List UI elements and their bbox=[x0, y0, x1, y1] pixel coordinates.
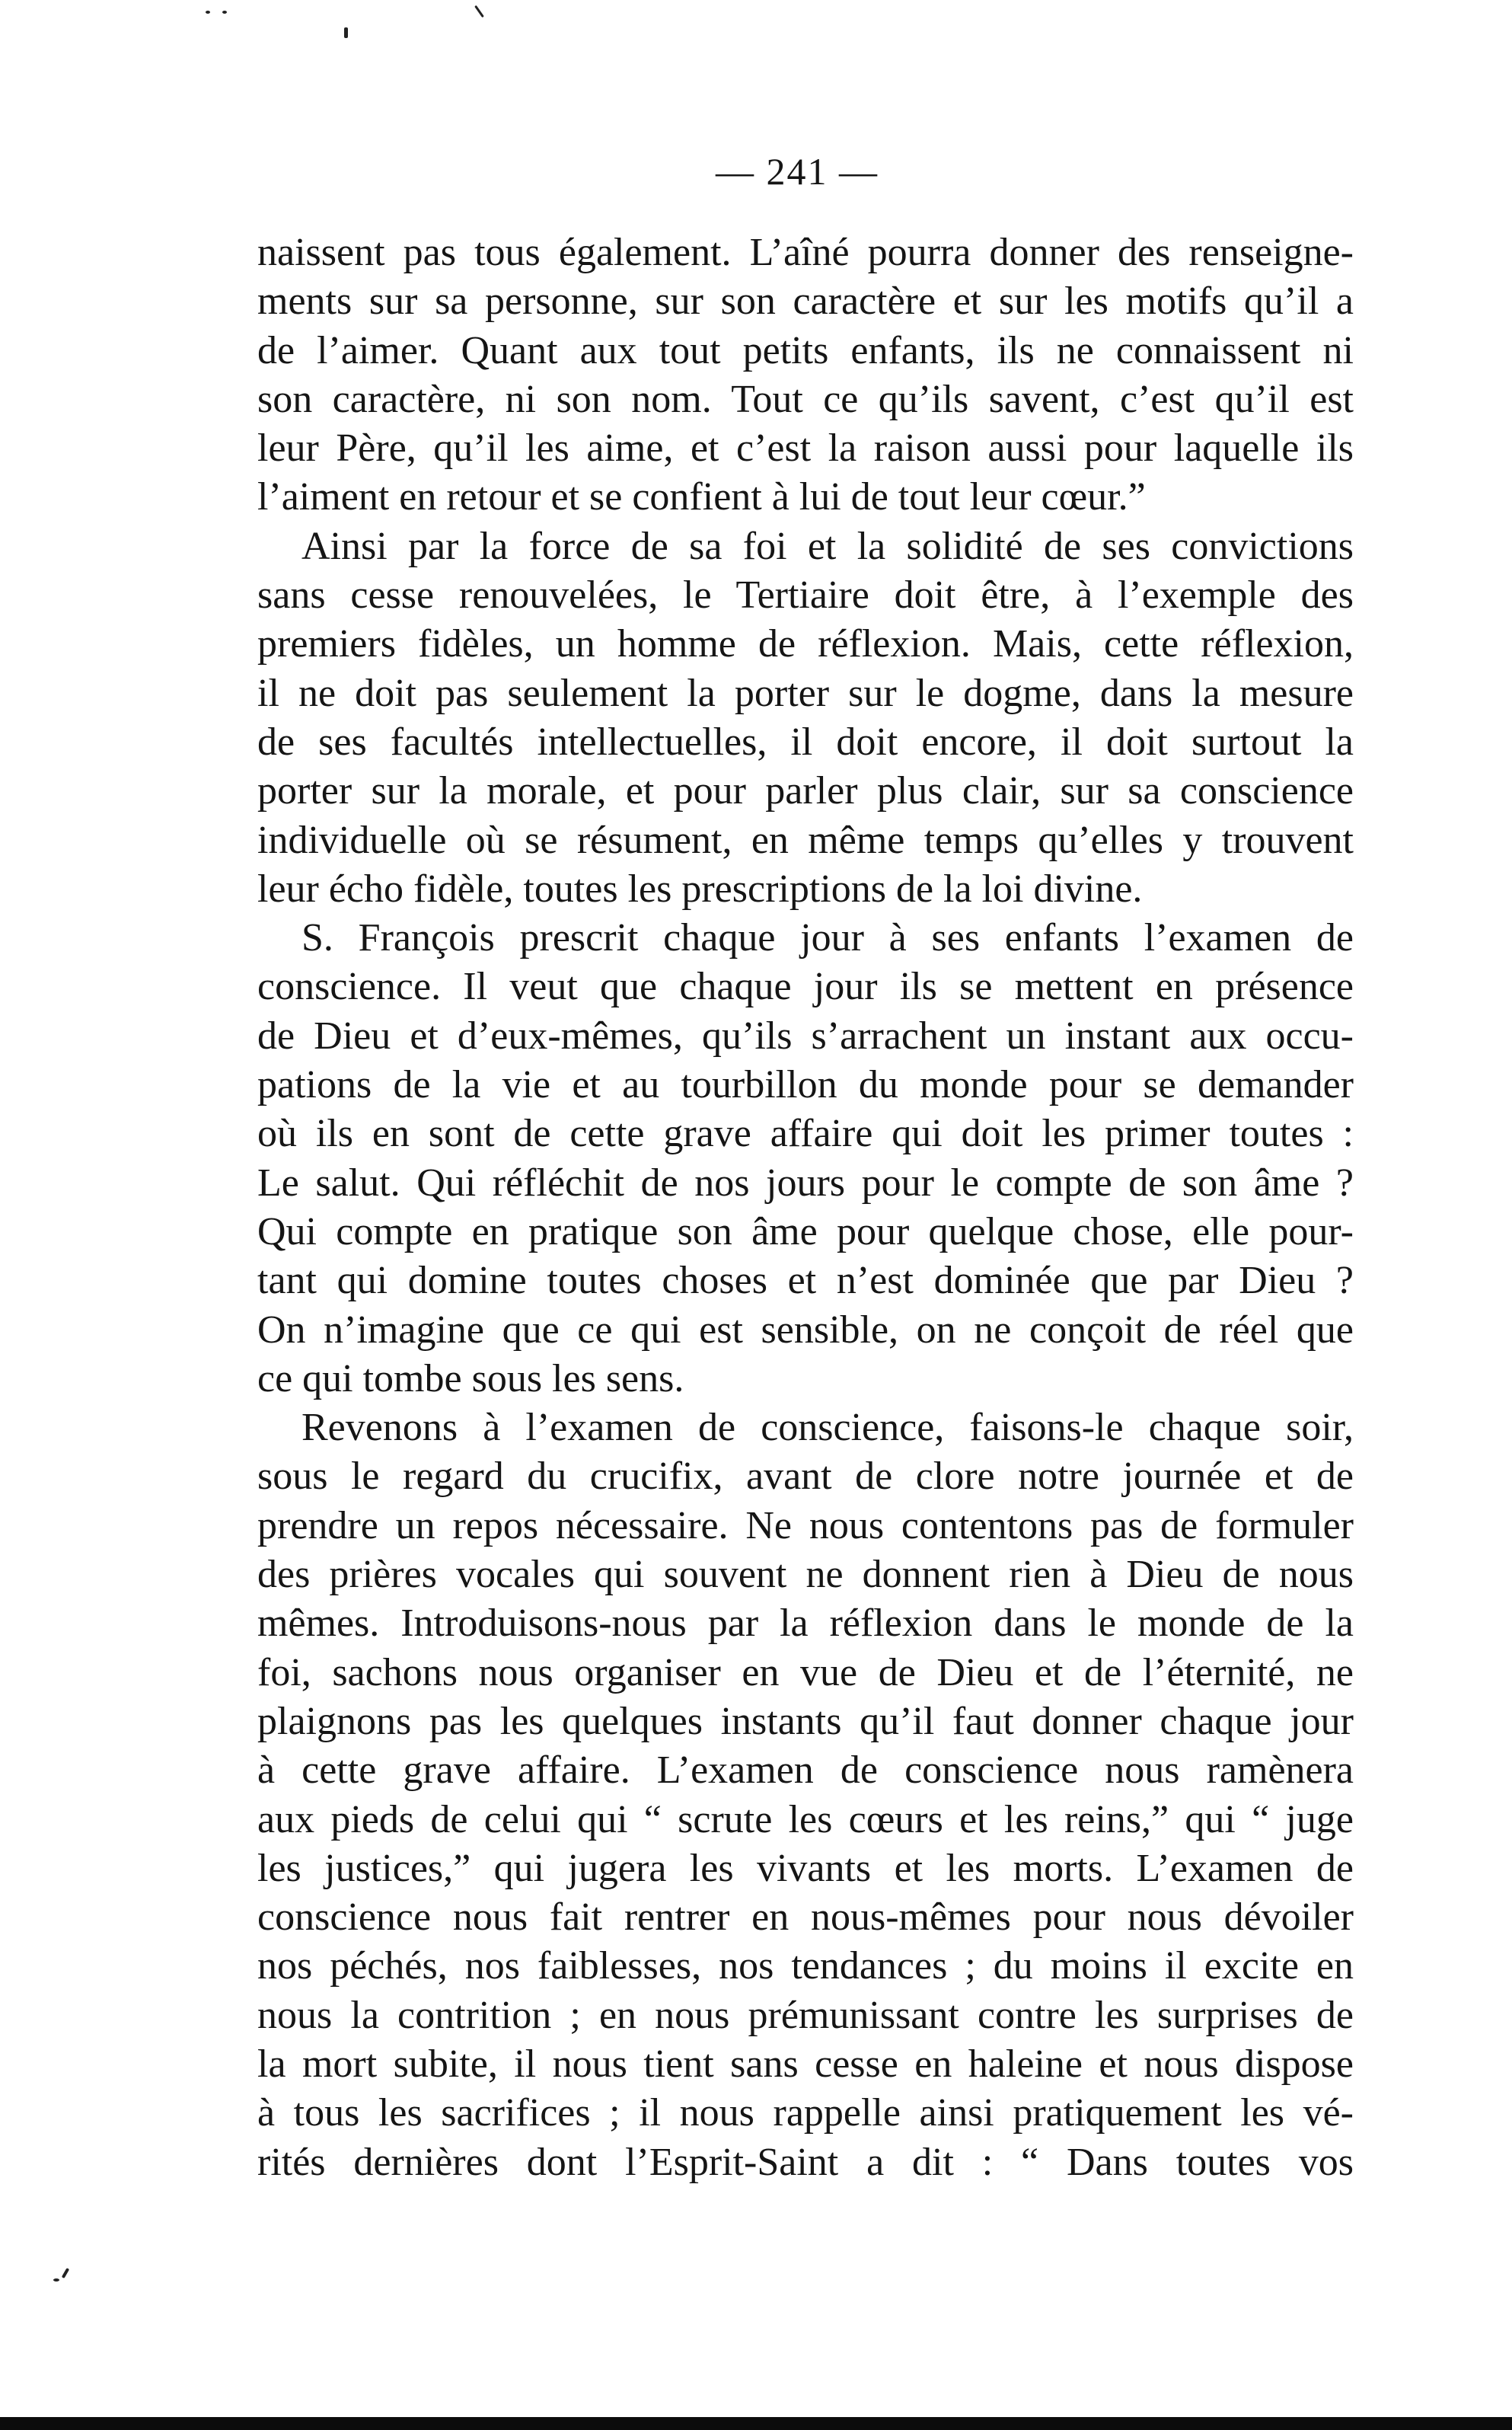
text-line: Le salut. Qui réfléchit de nos jours pour le compte de son âme ? bbox=[257, 1161, 1354, 1205]
text-line: à cette grave affaire. L’examen de conscience nous ramènera bbox=[257, 1748, 1354, 1793]
text-line: premiers fidèles, un homme de réflexion. Mais, cette réflexion, bbox=[257, 622, 1354, 666]
text-line: Ainsi par la force de sa foi et la solidité de ses convictions bbox=[301, 524, 1354, 568]
text-line: On n’imagine que ce qui est sensible, on ne conçoit de réel que bbox=[257, 1308, 1354, 1352]
text-line: de l’aimer. Quant aux tout petits enfants, ils ne connaissent ni bbox=[257, 328, 1354, 372]
paragraph-1 bbox=[257, 228, 1354, 522]
text-line: conscience nous fait rentrer en nous-mêmes pour nous dévoiler bbox=[257, 1895, 1354, 1940]
text-line: naissent pas tous également. L’aîné pourra donner des renseigne- bbox=[257, 231, 1354, 274]
text-line: il ne doit pas seulement la porter sur le dogme, dans la mesure bbox=[257, 671, 1354, 715]
scan-edge-bar bbox=[0, 2417, 1512, 2430]
scan-speck bbox=[62, 2268, 69, 2278]
text-line: pations de la vie et au tourbillon du monde pour se demander bbox=[257, 1063, 1354, 1107]
text-line: porter sur la morale, et pour parler plus clair, sur sa conscience bbox=[257, 769, 1354, 813]
text-line: la mort subite, il nous tient sans cesse en haleine et nous dispose bbox=[257, 2042, 1354, 2086]
text-line: sans cesse renouvelées, le Tertiaire doit être, à l’exemple des bbox=[257, 573, 1354, 618]
scan-speck bbox=[222, 11, 227, 14]
text-line: ce qui tombe sous les sens. bbox=[257, 1356, 684, 1400]
text-line: les justices,” qui jugera les vivants et les morts. L’examen de bbox=[257, 1846, 1354, 1890]
text-line: nous la contrition ; en nous prémunissant contre les surprises de bbox=[257, 1993, 1354, 2037]
paragraph-4 bbox=[257, 1403, 1354, 2187]
text-line: ments sur sa personne, sur son caractère et sur les motifs qu’il a bbox=[257, 279, 1354, 324]
text-line: où ils en sont de cette grave affaire qui doit les primer toutes : bbox=[257, 1112, 1354, 1156]
text-line: sous le regard du crucifix, avant de clore notre journée et de bbox=[257, 1454, 1354, 1499]
scan-speck bbox=[206, 11, 210, 14]
text-line: nos péchés, nos faiblesses, nos tendances ; du moins il excite en bbox=[257, 1944, 1354, 1988]
text-line: tant qui domine toutes choses et n’est dominée que par Dieu ? bbox=[257, 1259, 1354, 1303]
paragraph-2 bbox=[257, 522, 1354, 914]
scan-speck bbox=[474, 5, 484, 18]
text-line: plaignons pas les quelques instants qu’il faut donner chaque jour bbox=[257, 1699, 1354, 1743]
body-text bbox=[257, 228, 1354, 2187]
text-line: prendre un repos nécessaire. Ne nous contentons pas de formuler bbox=[257, 1503, 1354, 1547]
text-line: de ses facultés intellectuelles, il doit encore, il doit surtout la bbox=[257, 720, 1354, 764]
scan-speck bbox=[53, 2278, 59, 2282]
text-line: S. François prescrit chaque jour à ses enfants l’examen de bbox=[301, 916, 1354, 960]
text-line: Qui compte en pratique son âme pour quelque chose, elle pour- bbox=[257, 1209, 1354, 1253]
text-line: mêmes. Introduisons-nous par la réflexion dans le monde de la bbox=[257, 1601, 1354, 1646]
text-line: à tous les sacrifices ; il nous rappelle ainsi pratiquement les vé- bbox=[257, 2091, 1354, 2135]
text-line: leur Père, qu’il les aime, et c’est la raison aussi pour laquelle ils bbox=[257, 426, 1354, 471]
page-number: — 241 — bbox=[716, 150, 879, 193]
text-line: Revenons à l’examen de conscience, faisons-le chaque soir, bbox=[301, 1406, 1354, 1450]
text-line: rités dernières dont l’Esprit-Saint a dit : “ Dans toutes vos bbox=[257, 2140, 1354, 2184]
scan-speck bbox=[344, 27, 348, 38]
text-line: de Dieu et d’eux-mêmes, qu’ils s’arrachent un instant aux occu- bbox=[257, 1014, 1354, 1058]
text-line: aux pieds de celui qui “ scrute les cœurs et les reins,” qui “ juge bbox=[257, 1797, 1354, 1841]
text-line: son caractère, ni son nom. Tout ce qu’ils savent, c’est qu’il est bbox=[257, 377, 1354, 421]
text-line: conscience. Il veut que chaque jour ils se mettent en présence bbox=[257, 965, 1354, 1009]
text-line: individuelle où se résument, en même temps qu’elles y trouvent bbox=[257, 818, 1354, 862]
text-line: foi, sachons nous organiser en vue de Dieu et de l’éternité, ne bbox=[257, 1650, 1354, 1694]
paragraph-3 bbox=[257, 914, 1354, 1403]
text-line: des prières vocales qui souvent ne donnent rien à Dieu de nous bbox=[257, 1553, 1354, 1597]
text-line: l’aiment en retour et se confient à lui de tout leur cœur.” bbox=[257, 475, 1146, 519]
text-line: leur écho fidèle, toutes les prescriptions de la loi divine. bbox=[257, 867, 1143, 911]
